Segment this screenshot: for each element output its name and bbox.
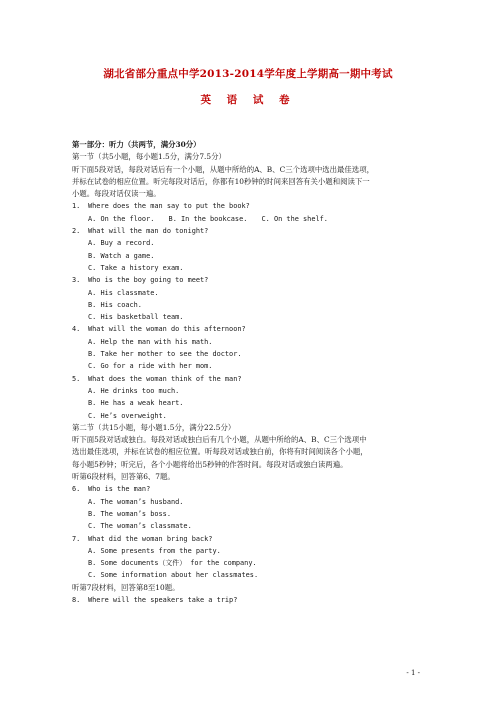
- option-c: C. On the shelf.: [261, 214, 328, 223]
- section1-instruction-line: 听下面5段对话，每段对话后有一个小题，从题中所给的A、B、C三个选项中选出最佳选项，: [72, 164, 374, 174]
- question-8: 8. Where will the speakers take a trip?: [72, 595, 238, 604]
- option-b: B. Some documents（文件） for the company.: [88, 559, 257, 568]
- question-5: 5. What does the woman think of the man?: [72, 374, 242, 383]
- question-1-options: [72, 213, 432, 225]
- question-1: 1. Where does the man say to put the book?: [72, 202, 250, 211]
- option-c: C. He’s overweight.: [88, 411, 167, 420]
- option-c: C. Take a history exam.: [88, 263, 184, 272]
- exam-body: [72, 139, 432, 606]
- section1-instruction-line: 小题。每段对话仅读一遍。: [72, 189, 161, 199]
- option-b: B. Take her mother to see the doctor.: [88, 350, 242, 359]
- option-a: A. The woman’s husband.: [88, 497, 184, 506]
- section2-instruction-line: 每小题5秒钟；听完后，各个小题将给出5秒钟的作答时间。每段对话或独白读两遍。: [72, 459, 348, 469]
- question-2: 2. What will the man do tonight?: [72, 227, 209, 236]
- question-4: 4. What will the woman do this afternoon?: [72, 325, 246, 334]
- question-6: 6. Who is the man?: [72, 485, 151, 494]
- option-b: B. His coach.: [88, 300, 142, 309]
- question-3: 3. Who is the boy going to meet?: [72, 276, 209, 285]
- option-a: A. Some presents from the party.: [88, 546, 221, 555]
- section2-instruction-line: 听下面5段对话或独白。每段对话或独白后有几个小题，从题中所给的A、B、C三个选项中: [72, 435, 367, 445]
- part1-heading: 第一部分：听力（共两节，满分30分）: [72, 140, 201, 149]
- question-7: 7. What did the woman bring back?: [72, 534, 213, 543]
- section1-instruction-line: 并标在试卷的相应位置。听完每段对话后，你都有10秒钟的时间来回答有关小题和阅读下一: [72, 176, 370, 186]
- option-b: B. He has a weak heart.: [88, 399, 184, 408]
- section2-heading: 第二节（共15小题，每小题1.5分，满分22.5分）: [72, 422, 236, 432]
- page-number: - 1 -: [406, 669, 420, 677]
- section1-heading: 第一节（共5小题，每小题1.5分，满分7.5分）: [72, 152, 226, 162]
- option-b: B. In the bookcase.: [168, 214, 248, 223]
- option-b: B. Watch a game.: [88, 251, 155, 260]
- option-b: B. The woman’s boss.: [88, 509, 171, 518]
- option-c: C. Go for a ride with her mom.: [88, 362, 213, 371]
- option-a: A. Help the man with his math.: [88, 337, 213, 346]
- option-a: A. On the floor.: [88, 214, 155, 223]
- exam-title: 湖北省部分重点中学2013-2014学年度上学期高一期中考试: [103, 68, 393, 80]
- option-a: A. Buy a record.: [88, 239, 155, 248]
- material-7-note: 听第7段材料，回答第8至10题。: [72, 582, 180, 592]
- option-c: C. His basketball team.: [88, 313, 184, 322]
- option-c: C. Some information about her classmates.: [88, 571, 259, 580]
- option-a: A. He drinks too much.: [88, 386, 180, 395]
- material-6-note: 听第6段材料，回答第6、7题。: [72, 472, 175, 482]
- section2-instruction-line: 选出最佳选项，并标在试卷的相应位置。听每段对话或独白前，你将有时间阅读各个小题，: [72, 447, 368, 457]
- option-a: A. His classmate.: [88, 288, 159, 297]
- option-c: C. The woman’s classmate.: [88, 522, 192, 531]
- exam-subtitle: 英 语 试 卷: [200, 94, 296, 106]
